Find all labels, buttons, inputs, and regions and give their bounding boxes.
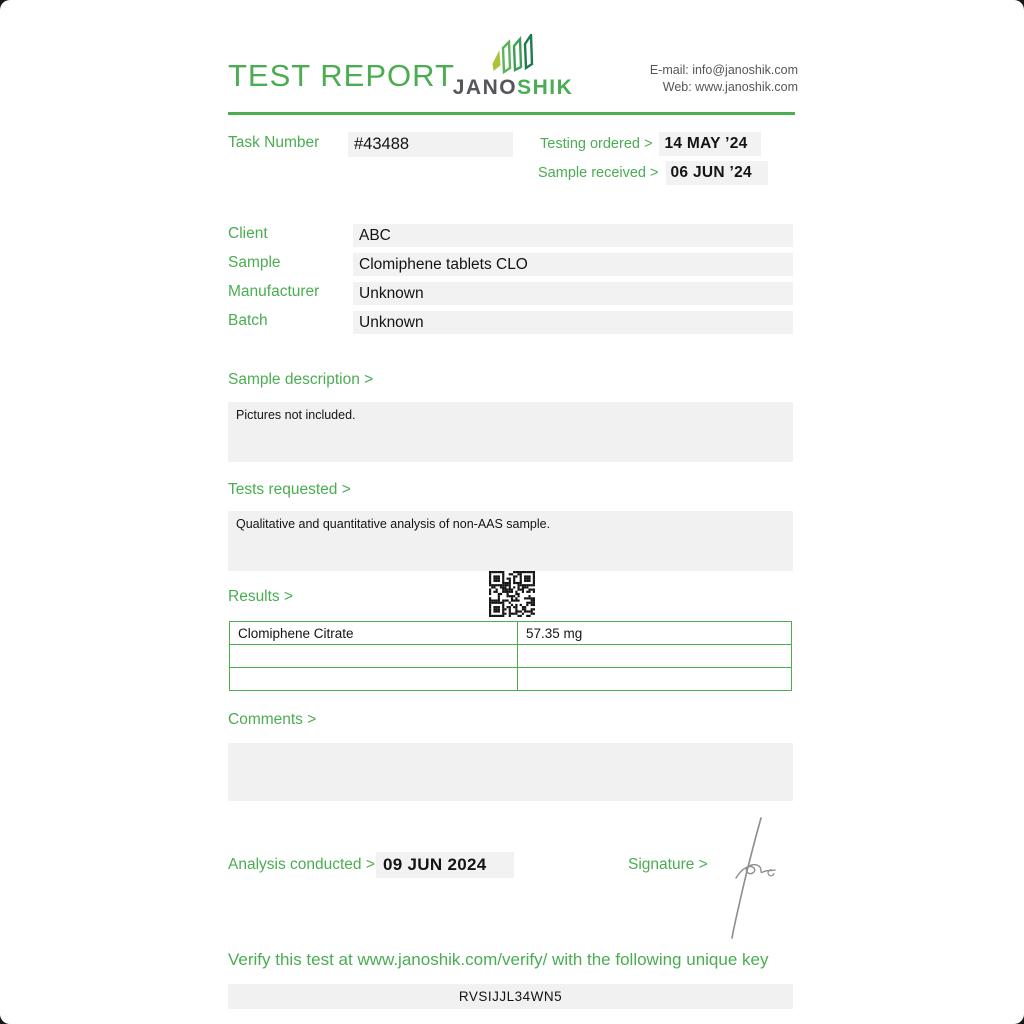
- result-name-cell: Clomiphene Citrate: [230, 622, 518, 645]
- janoshik-logo: [452, 34, 574, 100]
- analysis-conducted-label: Analysis conducted >: [228, 856, 375, 873]
- client-value-box: [353, 224, 793, 247]
- table-row: [230, 668, 792, 691]
- table-row: [230, 622, 792, 645]
- sample-received-row: [538, 161, 768, 185]
- manufacturer-value: Unknown: [359, 284, 424, 302]
- signature-label: Signature >: [628, 856, 708, 873]
- tests-requested-box: [228, 511, 793, 571]
- task-number-value-box: [348, 132, 513, 157]
- sample-value: Clomiphene tablets CLO: [359, 255, 528, 273]
- result-value-cell: [518, 668, 792, 691]
- sample-label: Sample: [228, 254, 281, 271]
- testing-ordered-row: [540, 132, 761, 156]
- tests-requested-text: Qualitative and quantitative analysis of non-AAS sample.: [236, 517, 551, 531]
- result-value-cell: 57.35 mg: [518, 622, 792, 645]
- tests-requested-heading: Tests requested >: [228, 481, 351, 498]
- task-number-label: Task Number: [228, 134, 320, 151]
- result-name-cell: [230, 668, 518, 691]
- results-table: [229, 621, 792, 691]
- page-title: TEST REPORT: [228, 58, 455, 93]
- logo-text-jano: JANO: [452, 76, 518, 99]
- comments-heading: Comments >: [228, 711, 317, 728]
- results-heading: Results >: [228, 588, 294, 605]
- signature-scribble: [712, 814, 790, 942]
- comments-box: [228, 743, 793, 801]
- batch-value-box: [353, 311, 793, 334]
- testing-ordered-label: Testing ordered >: [540, 136, 653, 152]
- verify-instructions: Verify this test at www.janoshik.com/verify/ with the following unique key: [228, 950, 769, 969]
- web-line: Web: www.janoshik.com: [662, 80, 798, 94]
- task-number-value: #43488: [354, 135, 410, 153]
- sample-received-value-box: [666, 161, 768, 185]
- logo-text-shik: SHIK: [517, 76, 574, 99]
- qr-code: [489, 571, 535, 617]
- unique-key-box: [228, 984, 793, 1009]
- growth-chart-icon: [487, 34, 539, 76]
- comments-text: [228, 743, 793, 755]
- sample-description-heading: Sample description >: [228, 371, 374, 388]
- table-row: [230, 645, 792, 668]
- manufacturer-value-box: [353, 282, 793, 305]
- contact-info: [650, 62, 798, 96]
- manufacturer-label: Manufacturer: [228, 283, 320, 300]
- sample-description-text: Pictures not included.: [236, 408, 356, 422]
- analysis-date-box: [376, 852, 514, 878]
- header-divider: [228, 112, 795, 115]
- logo-wordmark: [453, 76, 574, 100]
- client-value: ABC: [359, 226, 391, 244]
- sample-received-value: 06 JUN ’24: [670, 164, 752, 181]
- batch-label: Batch: [228, 312, 268, 329]
- testing-ordered-value: 14 MAY ’24: [664, 135, 748, 152]
- batch-value: Unknown: [359, 313, 424, 331]
- sample-received-label: Sample received >: [538, 165, 659, 181]
- client-label: Client: [228, 225, 268, 242]
- result-name-cell: [230, 645, 518, 668]
- sample-value-box: [353, 253, 793, 276]
- email-line: E-mail: info@janoshik.com: [649, 63, 798, 77]
- sample-description-box: [228, 402, 793, 462]
- result-value-cell: [518, 645, 792, 668]
- testing-ordered-value-box: [659, 132, 761, 156]
- unique-key-value: RVSIJJL34WN5: [458, 989, 563, 1004]
- analysis-date-value: 09 JUN 2024: [383, 855, 487, 874]
